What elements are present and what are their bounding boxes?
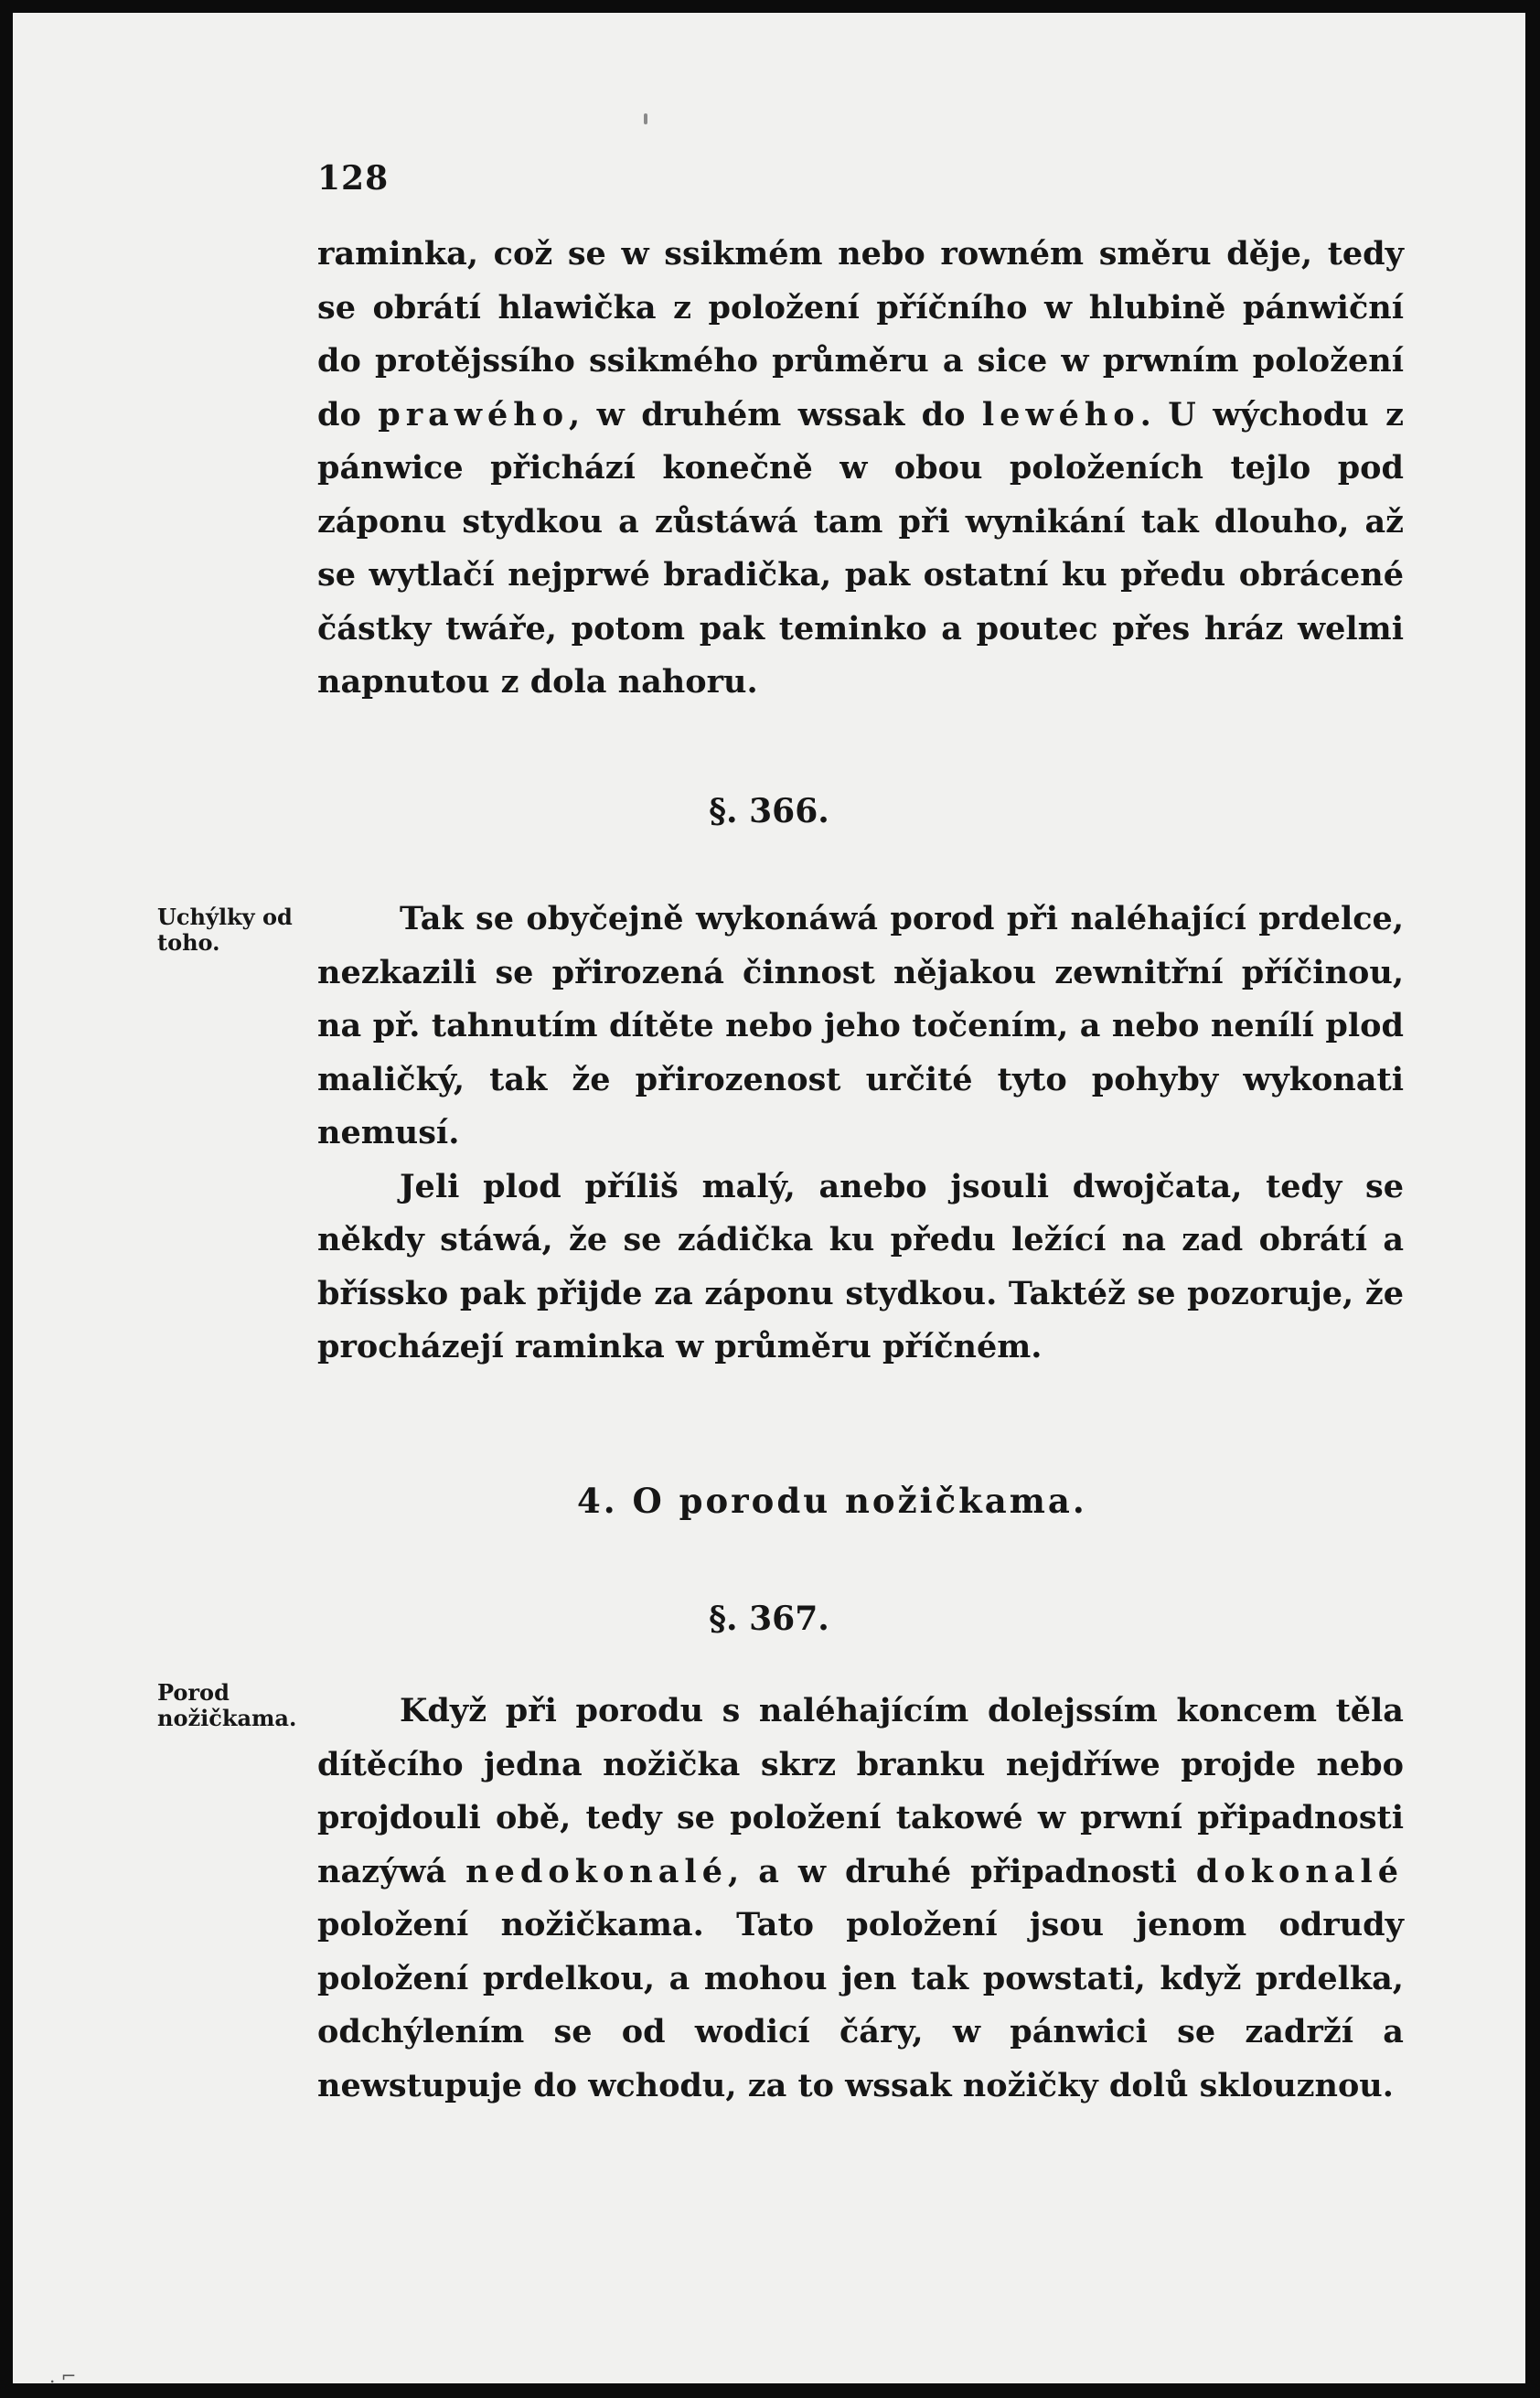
block1-spaced-right: prawého xyxy=(378,395,570,434)
paragraph-porod: Tak se obyčejně wykonáwá porod při naléhající prdelce, nezkazili se přirozená činnost nějakou zewnitřní příčinou, na př. tahnutím dítěte nebo jeho točením, a nebo nenílí plod maličký, tak že přirozenost určité tyto pohyby wykonati nemusí. xyxy=(317,900,1404,1151)
block1-spaced-left: lewého xyxy=(981,395,1140,434)
text-block-1 xyxy=(317,228,1404,710)
section-367: §. 367. xyxy=(709,1600,829,1638)
scanned-page xyxy=(13,13,1525,2383)
section-366: §. 366. xyxy=(709,792,829,830)
paragraph-jeli-plod: Jeli plod příliš malý, anebo jsouli dwojčata, tedy se někdy stáwá, že se zádička ku předu ležící na zad obrátí a bříssko pak přijde za záponu stydkou. Taktéž se pozoruje, že procházejí raminka w průměru příčném. xyxy=(317,1167,1404,1365)
block3-part1: Když při porodu s naléhajícím dolejssím koncem těla dítěcího jedna nožička skrz branku nejdříwe projde nebo projdouli obě, tedy se položení takowé w prwní připadnosti nazýwá xyxy=(317,1692,1404,1890)
block1-text: raminka, což se w ssikmém nebo rowném směru děje, tedy se obrátí hlawička z položení příčního w hlubině pánwiční do protějssího ssikmého průměru a sice w prwním položení do xyxy=(317,235,1404,434)
block3-part2: , a w druhé připadnosti xyxy=(728,1852,1177,1890)
block1-mid: , w druhém wssak do xyxy=(569,395,966,434)
block1-rest: . U wýchodu z pánwice přichází konečně w obou položeních tejlo pod záponu stydkou a zůstáwá tam při wynikání tak dlouho, až se wytlačí nejprwé bradička, pak ostatní ku předu obrácené částky twáře, potom pak teminko a poutec přes hráz welmi napnutou z dola nahoru. xyxy=(317,395,1405,701)
text-block-2 xyxy=(317,893,1404,1375)
scan-speck xyxy=(644,113,647,124)
margin-note-uchylky: Uchýlky od toho. xyxy=(157,904,293,956)
page-number: 128 xyxy=(317,159,390,198)
block3-spaced-dokonale: dokonalé xyxy=(1195,1852,1405,1890)
bottom-scan-mark: . ⌐ xyxy=(49,2365,77,2383)
text-block-3 xyxy=(317,1685,1404,2113)
block3-part3: položení nožičkama. Tato položení jsou jenom odrudy položení prdelkou, a mohou jen tak powstati, když prdelka, odchýlením se od wodicí čáry, w pánwici se zadrží a newstupuje do wchodu, za to wssak nožičky dolů sklouznou. xyxy=(317,1906,1404,2104)
margin-note-porod: Porod nožičkama. xyxy=(157,1679,297,1731)
chapter-heading: 4. O porodu nožičkama. xyxy=(577,1481,1087,1521)
block3-spaced-nedokonale: nedokonalé xyxy=(465,1852,728,1890)
